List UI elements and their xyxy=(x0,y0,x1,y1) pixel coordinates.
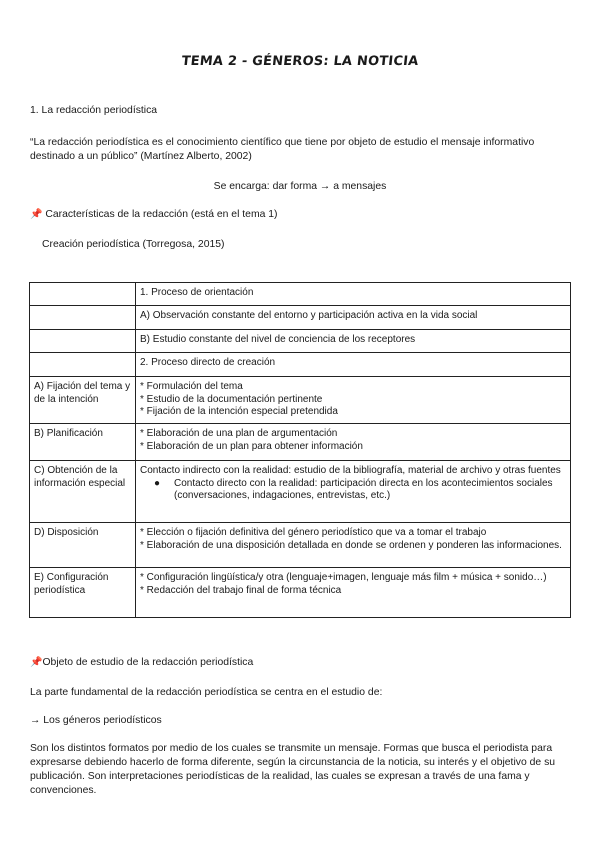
cell-line: * Formulación del tema xyxy=(140,381,243,392)
cell-line: 2. Proceso directo de creación xyxy=(140,357,276,368)
process-table xyxy=(29,282,571,618)
row-content-cell xyxy=(136,306,571,330)
cell-line: * Estudio de la documentación pertinente xyxy=(140,393,323,405)
row-label-cell: D) Disposición xyxy=(30,523,136,568)
cell-line: * Configuración lingüística/y otra (lenguaje+imagen, lenguaje más film + música + sonido…) xyxy=(140,572,547,583)
cell-line: Contacto indirecto con la realidad: estudio de la bibliografía, material de archivo y otras fuentes xyxy=(140,465,561,476)
row-label-cell: B) Planificación xyxy=(30,424,136,461)
cell-line: B) Estudio constante del nivel de conciencia de los receptores xyxy=(140,334,416,345)
bullet-text: Contacto directo con la realidad: participación directa en los acontecimientos sociales (conversaciones, indagaciones, entrevistas, etc.) xyxy=(174,477,553,501)
row-content-cell xyxy=(136,568,571,618)
table-row xyxy=(30,568,571,618)
cell-line: * Elaboración de una plan de argumentación xyxy=(140,428,338,439)
cell-line: * Elaboración de una disposición detallada en donde se ordenen y ponderen las informaciones. xyxy=(140,539,562,551)
encarga-line: Se encarga: dar forma → a mensajes xyxy=(213,181,387,192)
row-content-cell xyxy=(136,283,571,306)
cell-line: * Fijación de la intención especial pretendida xyxy=(140,406,338,417)
cell-line: * Redacción del trabajo final de forma técnica xyxy=(140,584,342,596)
intro-line: La parte fundamental de la redacción periodística se centra en el estudio de: xyxy=(30,687,383,698)
row-label-cell: A) Fijación del tema y de la intención xyxy=(30,377,136,424)
creacion-line: Creación periodística (Torregosa, 2015) xyxy=(42,239,225,250)
bullet-item xyxy=(154,478,566,503)
document-title: TEMA 2 - GÉNEROS: LA NOTICIA xyxy=(180,54,420,69)
row-content-cell xyxy=(136,353,571,377)
table-row xyxy=(30,424,571,461)
table-row xyxy=(30,461,571,523)
row-content-cell xyxy=(136,461,571,523)
row-content-cell xyxy=(136,330,571,353)
generos-line: → Los géneros periodísticos xyxy=(30,715,162,726)
row-label-cell xyxy=(30,353,136,377)
cell-line: * Elaboración de un plan para obtener información xyxy=(140,440,363,452)
table-row xyxy=(30,523,571,568)
row-label-cell xyxy=(30,330,136,353)
generos-paragraph: Son los distintos formatos por medio de los cuales se transmite un mensaje. Formas que busca el periodista para expresarse debiendo hacerlo de forma diferente, según la circunstancia de la noticia, su interés y el objetivo de su publicación. Son interpretaciones periodísticas de la realidad, las cuales se expresan a través de una fama y convenciones. xyxy=(30,743,556,796)
caracteristicas-line xyxy=(30,208,278,222)
pushpin-icon: 📌 xyxy=(30,657,43,668)
row-label-cell: C) Obtención de la información especial xyxy=(30,461,136,523)
cell-line: A) Observación constante del entorno y participación activa en la vida social xyxy=(140,310,478,321)
quote-line-2: destinado a un público” (Martínez Alberto, 2002) xyxy=(30,151,252,162)
table-row xyxy=(30,283,571,306)
cell-line: 1. Proceso de orientación xyxy=(140,287,254,298)
row-content-cell xyxy=(136,424,571,461)
table-row xyxy=(30,306,571,330)
quote-line-1: “La redacción periodística es el conocimiento científico que tiene por objeto de estudio el mensaje informativo xyxy=(30,137,535,148)
objeto-heading xyxy=(30,656,253,670)
row-label-cell: E) Configuración periodística xyxy=(30,568,136,618)
objeto-heading-text: Objeto de estudio de la redacción periodística xyxy=(42,657,254,668)
row-label-cell xyxy=(30,306,136,330)
bullet-icon: ● xyxy=(154,477,161,489)
section-heading: 1. La redacción periodística xyxy=(30,105,158,116)
caracteristicas-text: Características de la redacción (está en el tema 1) xyxy=(45,209,278,220)
table-row xyxy=(30,377,571,424)
row-content-cell xyxy=(136,377,571,424)
row-content-cell xyxy=(136,523,571,568)
table-row xyxy=(30,353,571,377)
table-row xyxy=(30,330,571,353)
row-label-cell xyxy=(30,283,136,306)
cell-line: * Elección o fijación definitiva del género periodístico que va a tomar el trabajo xyxy=(140,527,487,538)
pushpin-icon: 📌 xyxy=(30,209,43,220)
